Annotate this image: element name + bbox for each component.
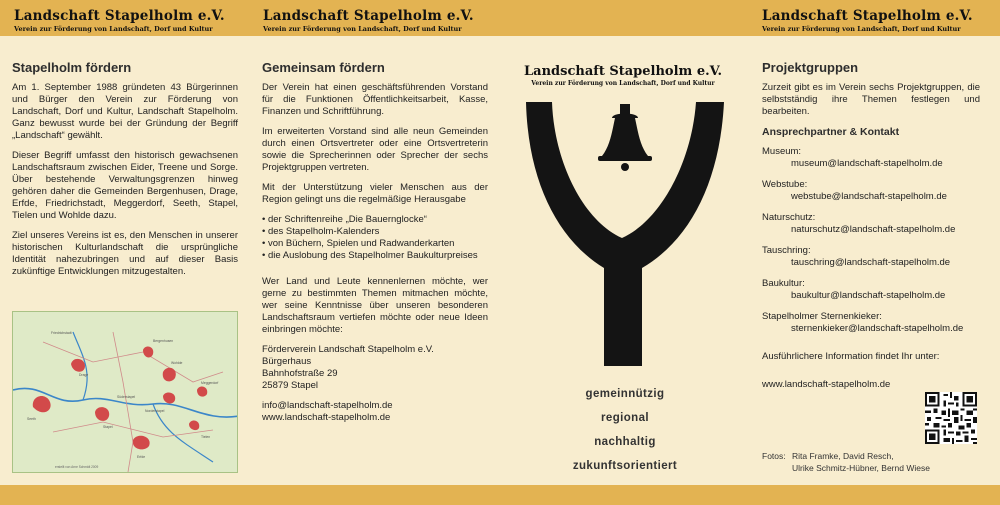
tagline: zukunftsorientiert [572, 460, 678, 472]
logo-subtitle: Verein zur Förderung von Landschaft, Dorf und Kultur [531, 80, 715, 87]
header-panel-2 [263, 8, 474, 33]
bell-fork-emblem-icon [520, 90, 730, 378]
map-place-label: Wohlde [171, 361, 183, 365]
header-subtitle: Verein zur Förderung von Landschaft, Dorf und Kultur [762, 25, 961, 33]
panel-projektgruppen [762, 62, 980, 399]
map-place-label: Meggerdorf [201, 381, 219, 385]
logo-block [512, 64, 734, 87]
list-item: • von Büchern, Spielen und Radwanderkarten [262, 238, 488, 250]
panel-4-intro: Zurzeit gibt es im Verein sechs Projektgruppen, die selbstständig ihre Themen festlegen und bearbeiten. [762, 82, 980, 117]
contact-row [762, 245, 980, 269]
qr-code-icon [925, 392, 977, 444]
contact-email-link[interactable]: webstube@landschaft-stapelholm.de [791, 191, 947, 202]
header-title: Landschaft Stapelholm e.V. [14, 8, 225, 24]
contact-row [762, 311, 980, 335]
contact-email-link[interactable]: tauschring@landschaft-stapelholm.de [791, 257, 951, 268]
contact-email-link[interactable]: sternenkieker@landschaft-stapelholm.de [791, 323, 964, 334]
list-item: • der Schriftenreihe „Die Bauernglocke“ [262, 214, 488, 226]
header-title: Landschaft Stapelholm e.V. [263, 8, 474, 24]
address-line: Bürgerhaus [262, 356, 312, 367]
map-graphic [13, 312, 238, 473]
address-line: 25879 Stapel [262, 380, 318, 391]
map-place-label: Drage [79, 373, 89, 377]
map-place-label: Norderstapel [145, 409, 165, 413]
contact-label: Stapelholmer Sternenkieker: [762, 311, 882, 322]
contact-heading: Ansprechpartner & Kontakt [762, 126, 900, 138]
header-panel-1 [14, 8, 225, 33]
list-item: • die Auslobung des Stapelholmer Baukulturpreises [262, 250, 488, 262]
more-info-text: Ausführlichere Information findet Ihr unter: [762, 351, 940, 362]
panel-2-invite: Wer Land und Leute kennenlernen möchte, wer gerne zu bestimmten Themen mitmachen möchte, wer seine Kenntnisse über unseren besonderen Landschaftsraum vertiefen möchte oder neue Ideen einbringen möchte: [262, 276, 488, 335]
contact-label: Webstube: [762, 179, 808, 190]
panel-1-paragraph: Ziel unseres Vereins ist es, den Menschen in unserer historischen Kulturlandschaft die ursprüngliche Identität nahezubringen und auf dieser Basis zukünftige Entwicklungen mitzugestalten. [12, 230, 238, 277]
panel-2-paragraph: Der Verein hat einen geschäftsführenden Vorstand für die Funktionen Öffentlichkeitsarbeit, Kasse, Finanzen und Schriftführung. [262, 82, 488, 117]
website-link[interactable]: www.landschaft-stapelholm.de [262, 412, 391, 423]
map-place-label: Süderstapel [117, 395, 136, 399]
map-place-label: Erfde [137, 455, 146, 459]
publication-list [262, 214, 488, 262]
map-place-label: Tielen [201, 435, 211, 439]
contact-row [762, 278, 980, 302]
contact-row [762, 212, 980, 236]
map-place-label: Friedrichstadt [51, 331, 72, 335]
panel-2-heading: Gemeinsam fördern [262, 60, 385, 75]
address-line: Bahnhofstraße 29 [262, 368, 338, 379]
address-line: Förderverein Landschaft Stapelholm e.V. [262, 344, 434, 355]
map-place-label: Seeth [27, 417, 36, 421]
map-place-label: Bergenhusen [153, 339, 174, 343]
postal-address [262, 344, 488, 392]
tagline: gemeinnützig [585, 388, 665, 400]
contact-label: Tauschring: [762, 245, 811, 256]
contact-row [762, 146, 980, 170]
panel-4-heading: Projektgruppen [762, 60, 859, 75]
website-link[interactable]: www.landschaft-stapelholm.de [762, 379, 891, 390]
contact-label: Museum: [762, 146, 802, 157]
panel-2-paragraph: Im erweiterten Vorstand sind alle neun Gemeinden durch einen Ortsvertreter oder eine Ortsvertreterin sowie die Sprecherinnen oder Sprecher der sechs Projektgruppen vertreten. [262, 126, 488, 173]
tagline: regional [601, 412, 649, 424]
map-place-label: Stapel [103, 425, 113, 429]
panel-gemeinsam-foerdern [262, 62, 488, 432]
contact-row [762, 179, 980, 203]
header-subtitle: Verein zur Förderung von Landschaft, Dorf und Kultur [14, 25, 213, 33]
header-title: Landschaft Stapelholm e.V. [762, 8, 973, 24]
map-credit: erstellt von Arne Schmidt 2009 [55, 465, 99, 469]
panel-2-paragraph: Mit der Unterstützung vieler Menschen aus der Region gelingt uns die regelmäßige Herausgabe [262, 182, 488, 205]
contact-email-link[interactable]: naturschutz@landschaft-stapelholm.de [791, 224, 956, 235]
contact-email-link[interactable]: museum@landschaft-stapelholm.de [791, 158, 943, 169]
photos-label: Fotos: [762, 451, 786, 461]
list-item: • des Stapelholm-Kalenders [262, 226, 488, 238]
tagline: nachhaltig [594, 436, 656, 448]
contact-label: Naturschutz: [762, 212, 816, 223]
contact-label: Baukultur: [762, 278, 805, 289]
photos-credit-line: Ulrike Schmitz-Hübner, Bernd Wiese [792, 463, 930, 473]
header-panel-4 [762, 8, 973, 33]
bottom-band [0, 485, 1000, 505]
header-subtitle: Verein zur Förderung von Landschaft, Dorf und Kultur [263, 25, 462, 33]
logo-title: Landschaft Stapelholm e.V. [524, 64, 722, 79]
panel-1-paragraph: Dieser Begriff umfasst den historisch gewachsenen Landschaftsraum zwischen Eider, Treene und Sorge. Über bestehende Verwaltungsgrenzen hinweg gehören daher die Gemeinden Bergenhusen, Drage, Erfde, Friedrichstadt, Meggerdorf, Seeth, Stapel, Tielen und Wohlde dazu. [12, 150, 238, 221]
panel-1-paragraph: Am 1. September 1988 gründeten 43 Bürgerinnen und Bürger den Verein zur Förderung von Landschaft, Dorf und Kultur, Landschaft Stapelholm. Ganz bewusst wurde bei der Gründung der Begriff „Landschaft“ gewählt. [12, 82, 238, 141]
panel-stapelholm-foerdern [12, 62, 238, 286]
stapelholm-map [12, 311, 238, 473]
panel-1-heading: Stapelholm fördern [12, 60, 132, 75]
photos-credit [792, 450, 930, 474]
contact-email-link[interactable]: baukultur@landschaft-stapelholm.de [791, 290, 946, 301]
photos-credit-line: Rita Framke, David Resch, [792, 451, 894, 461]
photo-credits [762, 450, 930, 473]
contact-email-link[interactable]: info@landschaft-stapelholm.de [262, 400, 393, 411]
